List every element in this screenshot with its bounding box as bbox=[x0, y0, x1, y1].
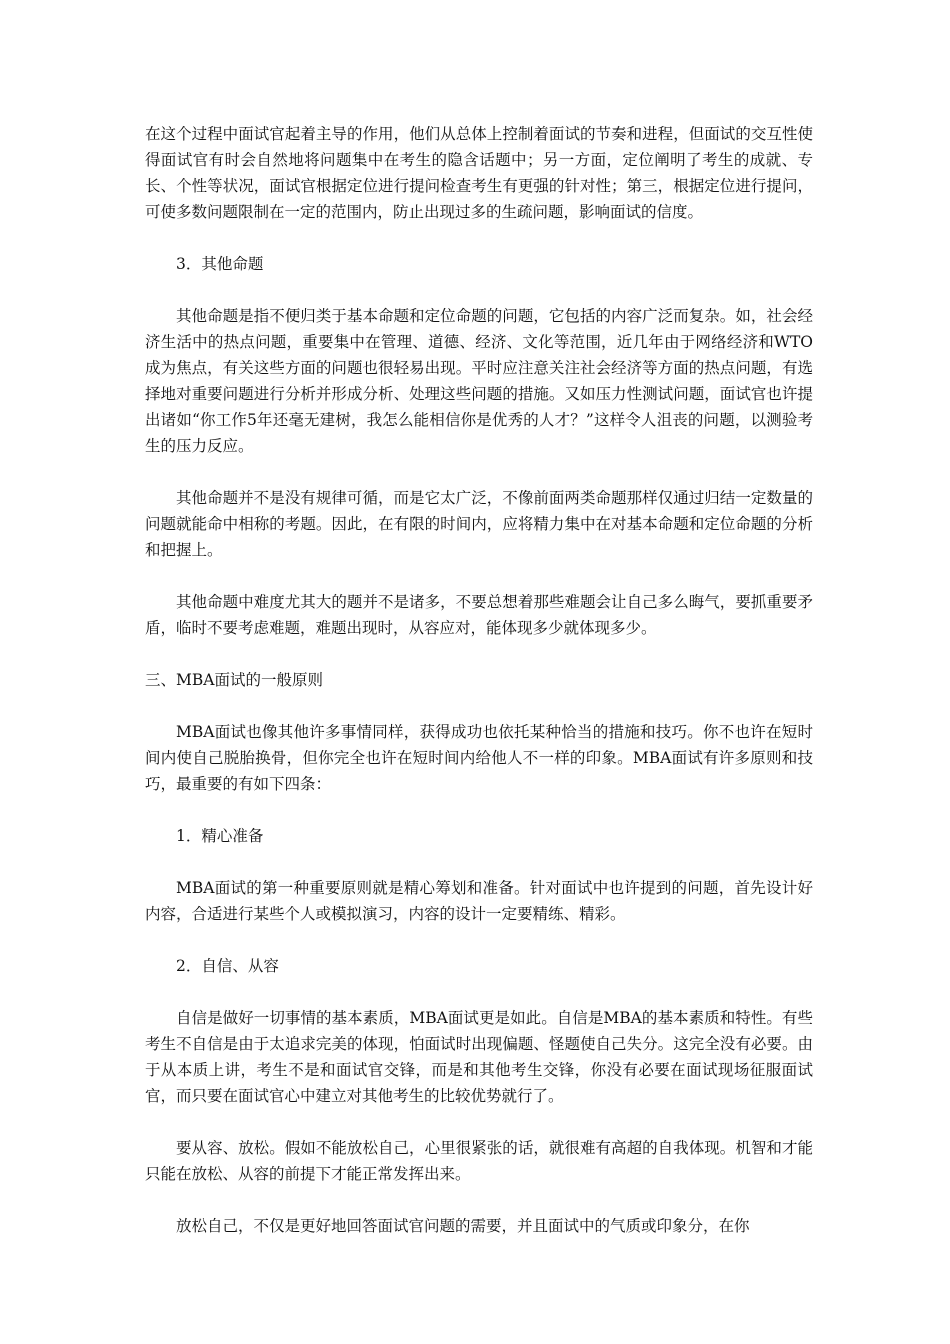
subheading-confidence-composure: 2．自信、从容 bbox=[176, 957, 279, 975]
paragraph-composure: 要从容、放松。假如不能放松自己，心里很紧张的话，就很难有高超的自我体现。机智和才能只能在放松、从容的前提下才能正常发挥出来。 bbox=[145, 1139, 813, 1183]
paragraph-other-topics-definition: 其他命题是指不便归类于基本命题和定位命题的问题，它包括的内容广泛而复杂。如，社会经济生活中的热点问题，重要集中在管理、道德、经济、文化等范围，近几年由于网络经济和WTO成为焦点，有关这些方面的问题也很轻易出现。平时应注意关注社会经济等方面的热点问题，有选择地对重要问题进行分析并形成分析、处理这些问题的措施。又如压力性测试问题，面试官也许提出诸如“你工作5年还毫无建树，我怎么能相信你是优秀的人才？”这样令人沮丧的问题，以测验考生的压力反应。 bbox=[145, 307, 813, 455]
document-body bbox=[145, 121, 813, 1239]
paragraph-difficult-questions: 其他命题中难度尤其大的题并不是诸多，不要总想着那些难题会让自己多么晦气，要抓重要矛盾，临时不要考虑难题，难题出现时，从容应对，能体现多少就体现多少。 bbox=[145, 593, 813, 637]
paragraph-relax: 放松自己，不仅是更好地回答面试官问题的需要，并且面试中的气质或印象分，在你 bbox=[176, 1217, 750, 1235]
paragraph-confidence: 自信是做好一切事情的基本素质，MBA面试更是如此。自信是MBA的基本素质和特性。有些考生不自信是由于太追求完美的体现，怕面试时出现偏题、怪题使自己失分。这完全没有必要。由于从本质上讲，考生不是和面试官交锋，而是和其他考生交锋，你没有必要在面试现场征服面试官，而只要在面试官心中建立对其他考生的比较优势就行了。 bbox=[145, 1009, 813, 1105]
section-heading-principles: 三、MBA面试的一般原则 bbox=[145, 671, 323, 689]
paragraph-preparation: MBA面试的第一种重要原则就是精心筹划和准备。针对面试中也许提到的问题，首先设计好内容，合适进行某些个人或模拟演习，内容的设计一定要精练、精彩。 bbox=[145, 879, 813, 923]
paragraph-other-topics-scope: 其他命题并不是没有规律可循，而是它太广泛，不像前面两类命题那样仅通过归结一定数量的问题就能命中相称的考题。因此，在有限的时间内，应将精力集中在对基本命题和定位命题的分析和把握上。 bbox=[145, 489, 813, 559]
paragraph-interviewer-role: 在这个过程中面试官起着主导的作用，他们从总体上控制着面试的节奏和进程，但面试的交互性使得面试官有时会自然地将问题集中在考生的隐含话题中；另一方面，定位阐明了考生的成就、专长、个性等状况，面试官根据定位进行提问检查考生有更强的针对性；第三，根据定位进行提问，可使多数问题限制在一定的范围内，防止出现过多的生疏问题，影响面试的信度。 bbox=[145, 125, 813, 221]
paragraph-principles-intro: MBA面试也像其他许多事情同样，获得成功也依托某种恰当的措施和技巧。你不也许在短时间内使自己脱胎换骨，但你完全也许在短时间内给他人不一样的印象。MBA面试有许多原则和技巧，最重要的有如下四条： bbox=[145, 723, 813, 793]
subheading-other-topics: 3．其他命题 bbox=[176, 255, 264, 273]
subheading-careful-preparation: 1．精心准备 bbox=[176, 827, 264, 845]
